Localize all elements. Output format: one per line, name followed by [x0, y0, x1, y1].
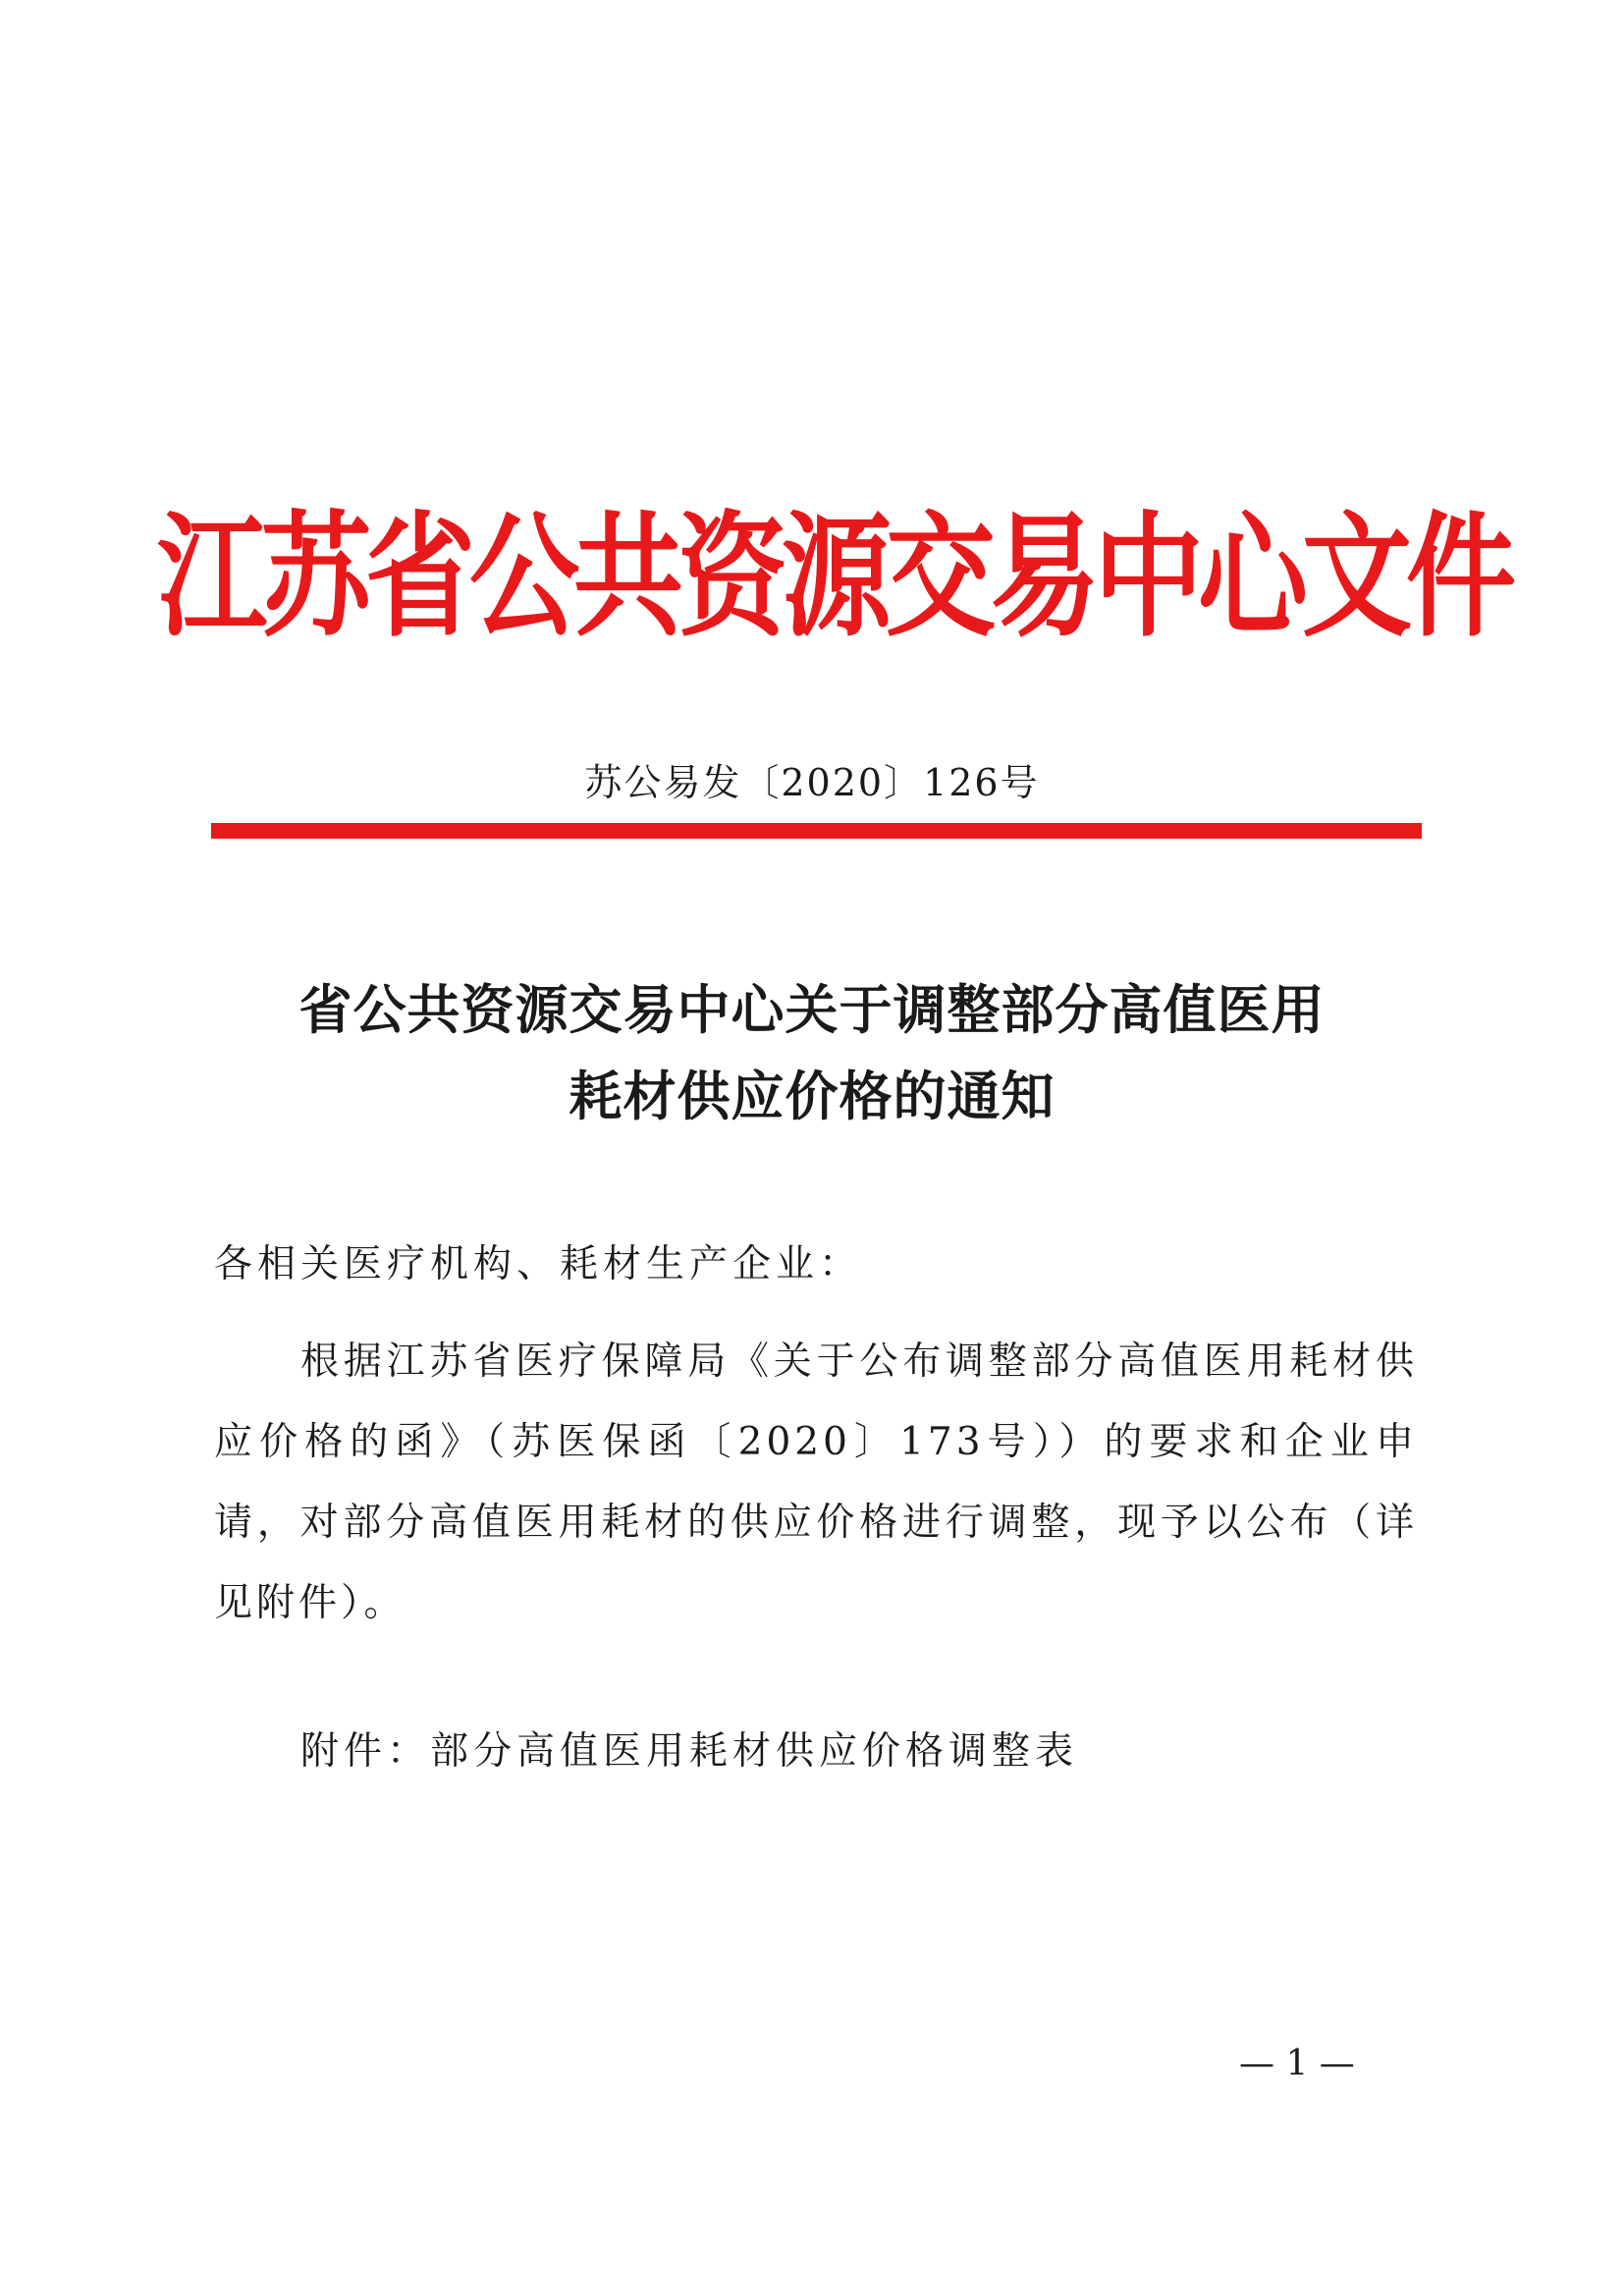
notice-title-line-2: 耗材供应价格的通知 — [568, 1066, 1056, 1127]
document-number: 苏公易发〔2020〕126号 — [584, 761, 1040, 804]
masthead-title: 江苏省公共资源交易中心文件 — [157, 500, 1510, 656]
attachment-line: 附件：部分高值医用耗材供应价格调整表 — [300, 1729, 1079, 1774]
red-divider-line — [211, 823, 1422, 839]
notice-title-line-1: 省公共资源交易中心关于调整部分高值医用 — [298, 979, 1326, 1041]
salutation: 各相关医疗机构、耗材生产企业： — [214, 1242, 863, 1286]
body-paragraph: 根据江苏省医疗保障局《关于公布调整部分高值医用耗材供应价格的函》（苏医保函〔2020〕173号））的要求和企业申请，对部分高值医用耗材的供应价格进行调整，现予以公布（详见附件）。 — [214, 1339, 1418, 1625]
page-number: — 1 — — [1239, 2044, 1355, 2084]
